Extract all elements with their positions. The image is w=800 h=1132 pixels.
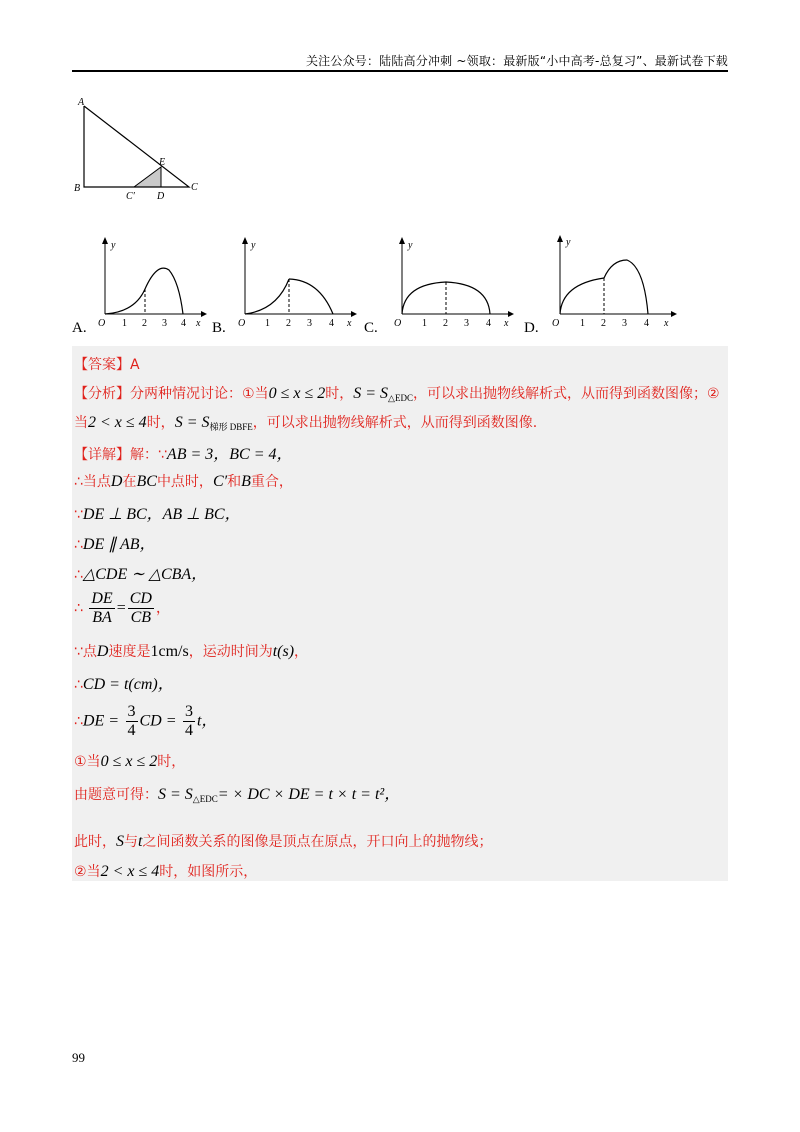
svg-text:4: 4 [486, 318, 491, 329]
svg-text:1: 1 [580, 318, 585, 329]
svg-text:O: O [238, 318, 246, 329]
label-c-prime: C′ [126, 191, 135, 201]
svg-text:2: 2 [443, 318, 448, 329]
svg-text:2: 2 [601, 318, 606, 329]
svg-text:2: 2 [286, 318, 291, 329]
detail-line-1: 【详解】解：∵AB = 3，BC = 4， [74, 446, 293, 463]
svg-text:1: 1 [422, 318, 427, 329]
option-c-letter: C. [364, 320, 378, 336]
svg-text:y: y [111, 240, 116, 251]
svg-text:x: x [664, 318, 669, 329]
detail-line-2: ∴当点D在BC中点时，C′和B重合， [74, 473, 293, 490]
svg-text:4: 4 [329, 318, 334, 329]
detail-line-4: ∴DE ∥ AB， [74, 536, 156, 553]
analysis-line-2: 当2 < x ≤ 4时，$S = S_{梯形 DBFE}$，可以求出抛物线解析式，从而得到函数图像. [74, 414, 538, 432]
svg-text:3: 3 [464, 318, 469, 329]
detail-line-5: ∴△CDE ∼ △CBA， [74, 566, 208, 583]
shaded-region [134, 167, 161, 187]
svg-text:2: 2 [142, 318, 147, 329]
svg-text:x: x [347, 318, 352, 329]
answer-line: 【答案】A [74, 357, 140, 373]
detail-line-8: ∴CD = t(cm)， [74, 676, 174, 693]
detail-line-13: ②当2 < x ≤ 4时，如图所示， [74, 863, 258, 880]
svg-text:y: y [251, 240, 256, 251]
detail-line-7: ∵点D速度是1cm/s，运动时间为t(s)， [74, 643, 309, 660]
svg-text:O: O [552, 318, 560, 329]
detail-line-3: ∵DE ⊥ BC，AB ⊥ BC， [74, 506, 241, 523]
svg-text:3: 3 [162, 318, 167, 329]
option-a-letter: A. [72, 320, 87, 336]
page-number: 99 [72, 1050, 85, 1065]
label-b: B [74, 183, 81, 194]
detail-line-9: ∴DE = $\frac{3}{4}$ CD = $\frac{3}{4}$ t， [74, 703, 218, 739]
svg-text:1: 1 [122, 318, 127, 329]
svg-text:4: 4 [181, 318, 186, 329]
page-header: 关注公众号：陆陆高分冲刺 ~领取：最新版“小中高考-总复习”、最新试卷下载 [305, 54, 728, 68]
svg-text:y: y [566, 237, 571, 248]
label-a: A [78, 97, 85, 108]
svg-text:O: O [394, 318, 402, 329]
option-d-letter: D. [524, 320, 539, 336]
option-d-graph [552, 232, 677, 332]
svg-text:O: O [98, 318, 106, 329]
svg-text:1: 1 [265, 318, 270, 329]
triangle-abc [84, 106, 189, 187]
svg-text:3: 3 [622, 318, 627, 329]
label-c: C [191, 182, 198, 193]
option-a-graph [97, 232, 207, 332]
svg-text:3: 3 [307, 318, 312, 329]
svg-text:x: x [504, 318, 509, 329]
triangle-figure [70, 96, 210, 201]
option-b-letter: B. [212, 320, 226, 336]
header-rule [72, 70, 728, 72]
detail-line-12: 此时，S与t之间函数关系的图像是顶点在原点，开口向上的抛物线； [74, 833, 493, 850]
analysis-line-1: 【分析】分两种情况讨论：①当0 ≤ x ≤ 2时，$S = S_{\triangle EDC}$，可以求出抛物线解析式，从而得到函数图像；② [74, 385, 720, 403]
detail-line-11: 由题意可得：$S = S_{\triangle EDC}=$ × DC × DE = t × t = t²， [74, 786, 401, 804]
detail-line-10: ①当0 ≤ x ≤ 2时， [74, 753, 186, 770]
svg-text:x: x [196, 318, 201, 329]
label-d: D [157, 191, 165, 201]
svg-text:4: 4 [644, 318, 649, 329]
option-b-graph [237, 232, 357, 332]
svg-text:y: y [408, 240, 413, 251]
label-e: E [159, 157, 166, 168]
option-c-graph [394, 232, 514, 332]
detail-line-6: ∴ $\frac{DE}{BA}$ = $\frac{CD}{CB}$ ， [74, 590, 170, 626]
